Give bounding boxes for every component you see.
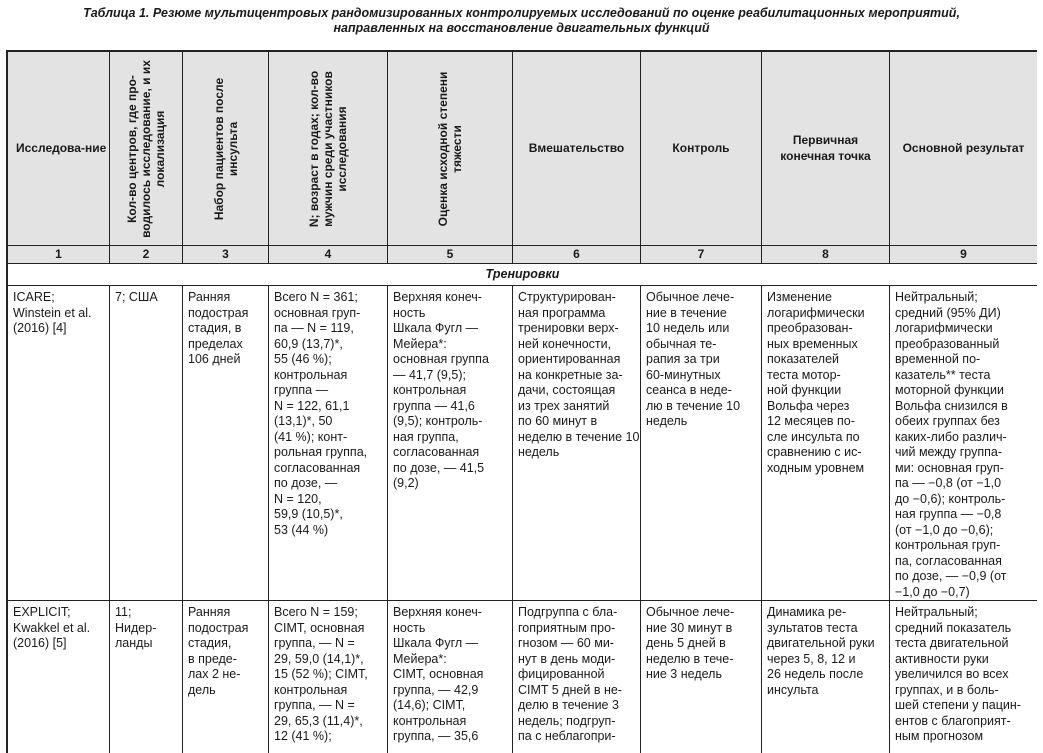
cell-text-line: ная группа — −0,8 <box>895 507 1032 523</box>
cell-text-line: преобразован- <box>767 321 884 337</box>
cell-text-line: па — N = 119, <box>274 321 382 337</box>
cell-text-line: преобразованный <box>895 337 1032 353</box>
header-centers <box>110 52 183 246</box>
cell-text-line: логарифмически <box>895 321 1032 337</box>
column-number: 4 <box>269 246 388 264</box>
cell-text-line: 106 дней <box>188 352 263 368</box>
header-participants <box>269 52 388 246</box>
cell-text-line: Всего N = 159; <box>274 605 382 621</box>
cell-text-line: контрольная <box>274 683 382 699</box>
cell-text-line: CIMT 5 дней в не- <box>518 683 635 699</box>
header-recruitment <box>183 52 269 246</box>
cell-text-line: обычная те- <box>646 337 756 353</box>
cell-text-line: Ранняя <box>188 605 263 621</box>
cell-text-line: 26 недель после <box>767 667 884 683</box>
cell-text-line: активности руки <box>895 652 1032 668</box>
cell-text-line: ная программа <box>518 306 635 322</box>
cell-text-line: рольная группа, <box>274 445 382 461</box>
cell-control <box>641 601 762 753</box>
cell-text-line: из трех занятий <box>518 399 635 415</box>
cell-text-line: Ранняя <box>188 290 263 306</box>
cell-text-line: Динамика ре- <box>767 605 884 621</box>
cell-text-line: ность <box>393 306 507 322</box>
cell-text-line: 11; <box>115 605 177 621</box>
cell-text-line: до −0,6); контроль- <box>895 492 1032 508</box>
cell-text-line: увеличился во всех <box>895 667 1032 683</box>
header-centers-text: Кол-во центров, где про-водилось исследование, и их локализация <box>125 56 167 242</box>
cell-text-line: Мейера*: <box>393 652 507 668</box>
cell-text-line: подострая <box>188 306 263 322</box>
cell-text-line: согласованная <box>393 445 507 461</box>
cell-baseline-severity <box>388 286 513 601</box>
cell-text-line: средний (95% ДИ) <box>895 306 1032 322</box>
cell-intervention <box>513 601 641 753</box>
header-baseline-severity-text: Оценка исходной степени тяжести <box>436 56 464 242</box>
column-number: 8 <box>762 246 890 264</box>
cell-text-line: (от −1,0 до −0,6); <box>895 523 1032 539</box>
header-row <box>8 52 1038 246</box>
header-primary-endpoint: Первичная конечная точка <box>762 52 890 246</box>
cell-text-line: Нейтральный; <box>895 605 1032 621</box>
cell-text-line: ность <box>393 621 507 637</box>
cell-text-line: Мейера*: <box>393 337 507 353</box>
column-number: 7 <box>641 246 762 264</box>
cell-text-line: 12 месяцев по- <box>767 414 884 430</box>
cell-text-line: ориентированная <box>518 352 635 368</box>
cell-text-line: на конкретные за- <box>518 368 635 384</box>
cell-text-line: временной по- <box>895 352 1032 368</box>
summary-table <box>6 50 1037 753</box>
header-intervention: Вмешательство <box>513 52 641 246</box>
cell-text-line: 60-минутных <box>646 368 756 384</box>
header-baseline-severity <box>388 52 513 246</box>
cell-text-line: Kwakkel et al. <box>13 621 104 637</box>
cell-text-line: (9,5); контроль- <box>393 414 507 430</box>
cell-text-line: Обычное лече- <box>646 290 756 306</box>
cell-text-line: 7; США <box>115 290 177 306</box>
cell-text-line: группа, — 35,6 <box>393 729 507 745</box>
cell-text-line: делю в течение 3 <box>518 698 635 714</box>
cell-text-line: па с неблагопри- <box>518 729 635 745</box>
column-number: 2 <box>110 246 183 264</box>
cell-text-line: обеих группах без <box>895 414 1032 430</box>
cell-text-line: дачи, состоящая <box>518 383 635 399</box>
cell-text-line: пределах <box>188 337 263 353</box>
column-number: 6 <box>513 246 641 264</box>
column-number-row <box>8 246 1038 264</box>
cell-text-line: зультатов теста <box>767 621 884 637</box>
cell-text-line: Нейтральный; <box>895 290 1032 306</box>
cell-text-line: Подгруппа с бла- <box>518 605 635 621</box>
table-row <box>8 601 1038 753</box>
cell-text-line: ние в течение <box>646 306 756 322</box>
cell-text-line: шей степени у пацин- <box>895 698 1032 714</box>
header-participants-text: N; возраст в годах; кол-во мужчин среди участников исследования <box>307 56 349 242</box>
cell-text-line: в преде- <box>188 652 263 668</box>
cell-text-line: основная группа <box>393 352 507 368</box>
cell-text-line: через 5, 8, 12 и <box>767 652 884 668</box>
cell-text-line: по дозе, — −0,9 (от <box>895 569 1032 585</box>
cell-text-line: сле инсульта по <box>767 430 884 446</box>
cell-text-line: 10 недель или <box>646 321 756 337</box>
cell-text-line: недель; подгруп- <box>518 714 635 730</box>
table-caption <box>0 6 1043 36</box>
cell-text-line: группа — <box>274 383 382 399</box>
cell-text-line: сеанса в неде- <box>646 383 756 399</box>
cell-recruitment <box>183 601 269 753</box>
cell-primary-endpoint <box>762 286 890 601</box>
cell-text-line: Шкала Фугл — <box>393 636 507 652</box>
cell-text-line: неделю в тече- <box>646 652 756 668</box>
cell-text-line: ми: основная груп- <box>895 461 1032 477</box>
cell-text-line: ным прогнозом <box>895 729 1032 745</box>
cell-text-line: CIMT, основная <box>393 667 507 683</box>
cell-text-line: нут в день моди- <box>518 652 635 668</box>
cell-text-line: стадия, <box>188 636 263 652</box>
cell-text-line: казатель** теста <box>895 368 1032 384</box>
cell-text-line: 59,9 (10,5)*, <box>274 507 382 523</box>
cell-text-line: лах 2 не- <box>188 667 263 683</box>
cell-text-line: логарифмически <box>767 306 884 322</box>
cell-main-result <box>890 286 1038 601</box>
cell-text-line: Шкала Фугл — <box>393 321 507 337</box>
cell-text-line: 53 (44 %) <box>274 523 382 539</box>
cell-text-line: Winstein et al. <box>13 306 104 322</box>
cell-text-line: моторной функции <box>895 383 1032 399</box>
cell-primary-endpoint <box>762 601 890 753</box>
section-row <box>8 264 1038 286</box>
cell-text-line: недель <box>518 445 635 461</box>
column-number: 5 <box>388 246 513 264</box>
header-study: Исследова-ние <box>8 52 110 246</box>
cell-text-line: сравнению с ис- <box>767 445 884 461</box>
cell-text-line: неделю в течение 10 <box>518 430 635 446</box>
cell-text-line: Верхняя конеч- <box>393 290 507 306</box>
cell-text-line: лю в течение 10 <box>646 399 756 415</box>
cell-text-line: инсульта <box>767 683 884 699</box>
cell-text-line: Нидер- <box>115 621 177 637</box>
cell-text-line: ICARE; <box>13 290 104 306</box>
header-recruitment-text: Набор пациентов после инсульта <box>212 56 240 242</box>
cell-text-line: контрольная <box>274 368 382 384</box>
cell-study <box>8 601 110 753</box>
cell-text-line: па — −0,8 (от −1,0 <box>895 476 1032 492</box>
cell-text-line: группа, — 42,9 <box>393 683 507 699</box>
cell-text-line: Верхняя конеч- <box>393 605 507 621</box>
cell-text-line: Структурирован- <box>518 290 635 306</box>
cell-text-line: Вольфа через <box>767 399 884 415</box>
cell-text-line: контрольная груп- <box>895 538 1032 554</box>
cell-text-line: группа, — N = <box>274 636 382 652</box>
cell-text-line: Изменение <box>767 290 884 306</box>
cell-text-line: фицированной <box>518 667 635 683</box>
cell-recruitment <box>183 286 269 601</box>
cell-text-line: группа — 41,6 <box>393 399 507 415</box>
cell-text-line: подострая <box>188 621 263 637</box>
cell-text-line: (13,1)*, 50 <box>274 414 382 430</box>
cell-text-line: па, согласованная <box>895 554 1032 570</box>
cell-text-line: ной функции <box>767 383 884 399</box>
cell-text-line: средний показатель <box>895 621 1032 637</box>
cell-text-line: ходным уровнем <box>767 461 884 477</box>
cell-text-line: Обычное лече- <box>646 605 756 621</box>
cell-text-line: −1,0 до −0,7) <box>895 585 1032 601</box>
table-caption-line-1: Таблица 1. Резюме мультицентровых рандомизированных контролируемых исследований по оценке реабилитационных мероприятий, <box>0 6 1043 21</box>
cell-text-line: показателей <box>767 352 884 368</box>
cell-text-line: каких-либо различ- <box>895 430 1032 446</box>
cell-text-line: группах, и в боль- <box>895 683 1032 699</box>
cell-text-line: теста мотор- <box>767 368 884 384</box>
cell-text-line: N = 122, 61,1 <box>274 399 382 415</box>
cell-text-line: Всего N = 361; <box>274 290 382 306</box>
cell-text-line: ных временных <box>767 337 884 353</box>
section-title: Тренировки <box>8 264 1038 286</box>
cell-text-line: 60,9 (13,7)*, <box>274 337 382 353</box>
column-number: 9 <box>890 246 1038 264</box>
cell-text-line: — 41,7 (9,5); <box>393 368 507 384</box>
cell-text-line: 29, 65,3 (11,4)*, <box>274 714 382 730</box>
cell-text-line: контрольная <box>393 383 507 399</box>
cell-study <box>8 286 110 601</box>
cell-text-line: (9,2) <box>393 476 507 492</box>
column-number: 3 <box>183 246 269 264</box>
cell-text-line: ная группа, <box>393 430 507 446</box>
cell-participants <box>269 286 388 601</box>
cell-text-line: тренировки верх- <box>518 321 635 337</box>
cell-text-line: ланды <box>115 636 177 652</box>
cell-text-line: группа, — N = <box>274 698 382 714</box>
cell-text-line: (14,6); CIMT, <box>393 698 507 714</box>
cell-centers <box>110 286 183 601</box>
cell-control <box>641 286 762 601</box>
cell-text-line: контрольная <box>393 714 507 730</box>
cell-text-line: CIMT, основная <box>274 621 382 637</box>
cell-text-line: 29, 59,0 (14,1)*, <box>274 652 382 668</box>
cell-baseline-severity <box>388 601 513 753</box>
cell-text-line: согласованная <box>274 461 382 477</box>
cell-text-line: EXPLICIT; <box>13 605 104 621</box>
cell-text-line: ние 30 минут в <box>646 621 756 637</box>
cell-text-line: по дозе, — <box>274 476 382 492</box>
table-caption-line-2: направленных на восстановление двигательных функций <box>0 21 1043 36</box>
cell-text-line: ней конечности, <box>518 337 635 353</box>
cell-text-line: чий между группа- <box>895 445 1032 461</box>
cell-text-line: по дозе, — 41,5 <box>393 461 507 477</box>
header-control: Контроль <box>641 52 762 246</box>
header-main-result: Основной результат <box>890 52 1038 246</box>
cell-intervention <box>513 286 641 601</box>
cell-text-line: недель <box>646 414 756 430</box>
cell-text-line: гнозом — 60 ми- <box>518 636 635 652</box>
cell-text-line: день 5 дней в <box>646 636 756 652</box>
cell-text-line: (2016) [4] <box>13 321 104 337</box>
cell-text-line: N = 120, <box>274 492 382 508</box>
cell-text-line: теста двигательной <box>895 636 1032 652</box>
cell-text-line: стадия, в <box>188 321 263 337</box>
cell-text-line: основная груп- <box>274 306 382 322</box>
cell-text-line: 55 (46 %); <box>274 352 382 368</box>
cell-text-line: двигательной руки <box>767 636 884 652</box>
cell-text-line: (2016) [5] <box>13 636 104 652</box>
cell-text-line: по 60 минут в <box>518 414 635 430</box>
cell-centers <box>110 601 183 753</box>
cell-text-line: 15 (52 %); CIMT, <box>274 667 382 683</box>
cell-text-line: ние 3 недель <box>646 667 756 683</box>
table-row <box>8 286 1038 601</box>
cell-text-line: ентов с благоприят- <box>895 714 1032 730</box>
cell-text-line: гоприятным про- <box>518 621 635 637</box>
cell-text-line: дель <box>188 683 263 699</box>
cell-participants <box>269 601 388 753</box>
cell-text-line: Вольфа снизился в <box>895 399 1032 415</box>
cell-main-result <box>890 601 1038 753</box>
cell-text-line: рапия за три <box>646 352 756 368</box>
cell-text-line: (41 %); конт- <box>274 430 382 446</box>
cell-text-line: 12 (41 %); <box>274 729 382 745</box>
column-number: 1 <box>8 246 110 264</box>
